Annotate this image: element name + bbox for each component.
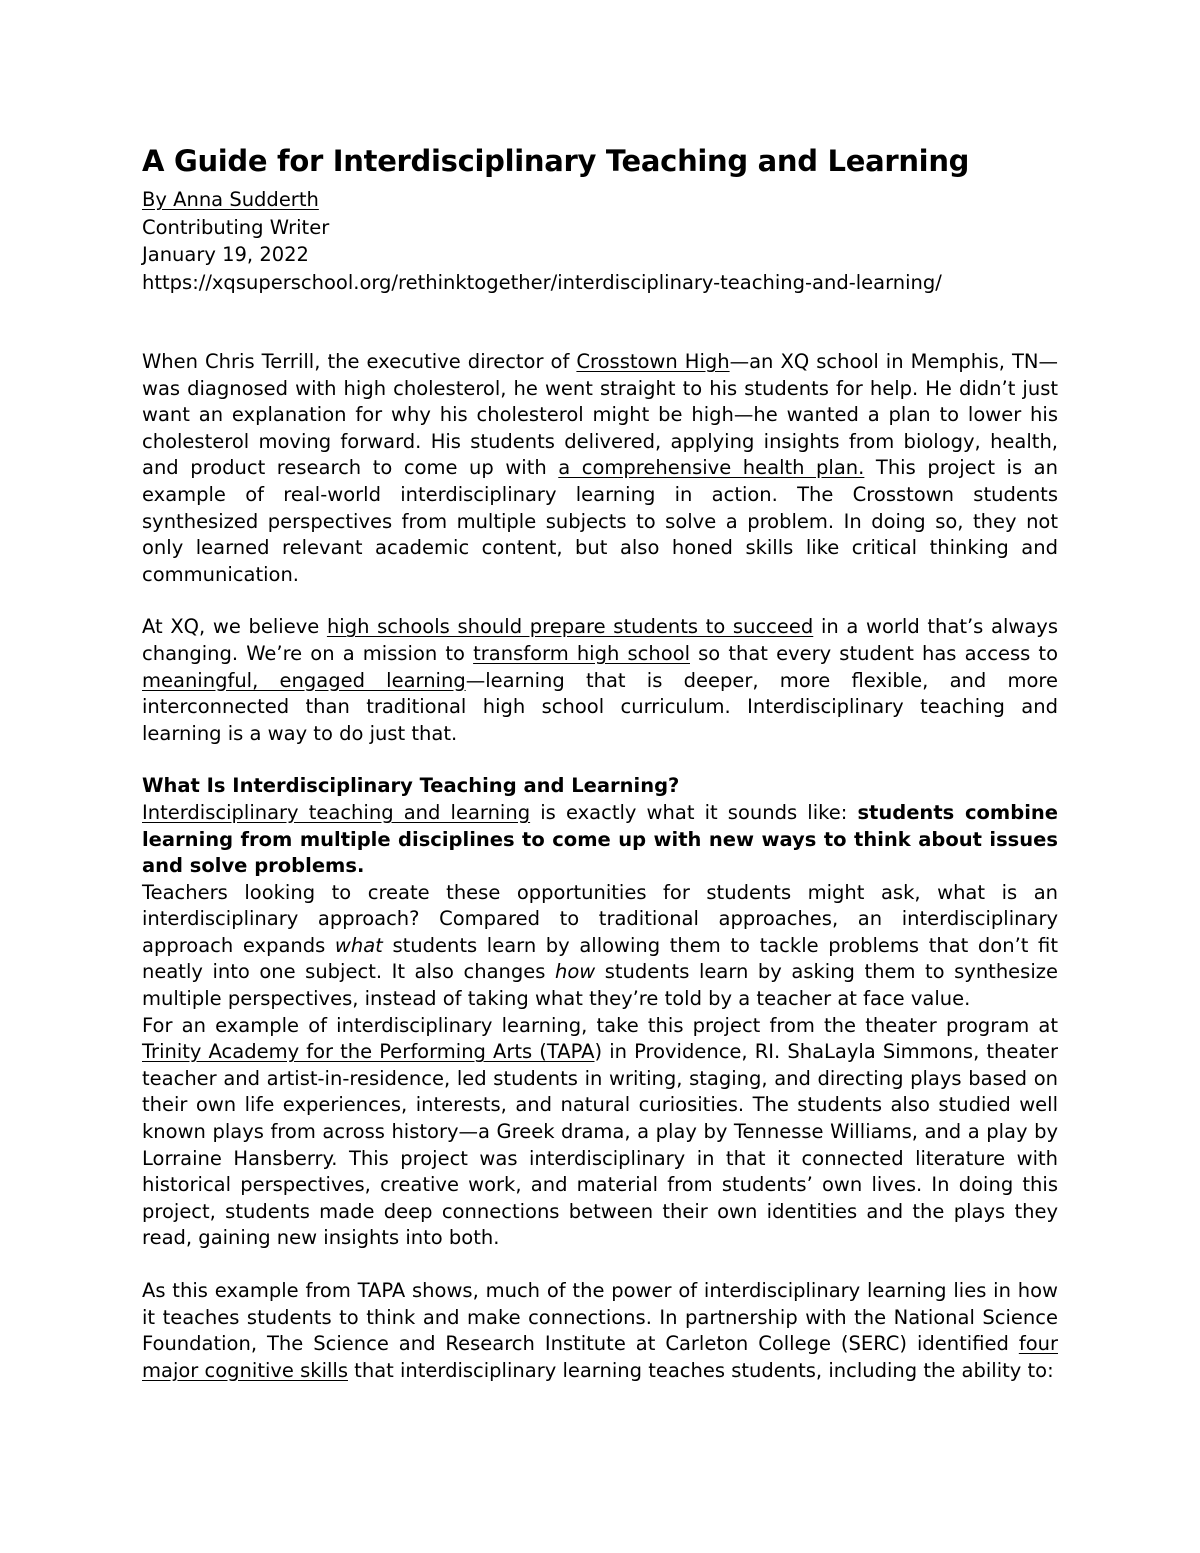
text-run: is exactly what it sounds like: xyxy=(530,800,858,824)
author-byline-link[interactable]: By Anna Sudderth xyxy=(142,188,319,211)
engaged-learning-link[interactable]: meaningful, engaged learning xyxy=(142,668,466,692)
text-run: At XQ, we believe xyxy=(142,615,327,639)
interdisciplinary-link[interactable]: Interdisciplinary teaching and learning xyxy=(142,800,531,824)
text-run: in a world that’s always changing. We’re on a mission to xyxy=(142,615,1058,665)
text-run: This project is an example of real-world interdisciplinary learning in action. The Crosstown students synthesized perspectives from multiple subjects to solve a problem. In doing so, they not only learned relevant academic content, but also honed skills like critical thinking and communication. xyxy=(142,456,1058,586)
text-run: so that every student has access to xyxy=(690,641,1059,665)
document-page xyxy=(142,142,1058,1384)
text-run: As this example from TAPA shows, much of the power of interdisciplinary learning lies in how it teaches students to think and make connections. In partnership with the National Science Foundation, The Science and Research Institute at Carleton College (SERC) identified xyxy=(142,1279,1058,1356)
text-run: For an example of interdisciplinary learning, take this project from the theater program at xyxy=(142,1013,1058,1037)
paragraph-xq-mission xyxy=(142,614,1058,747)
paragraph-crosstown xyxy=(142,349,1058,588)
spacer xyxy=(142,747,1058,773)
publish-date: January 19, 2022 xyxy=(142,243,309,266)
spacer xyxy=(142,1252,1058,1278)
article-meta xyxy=(142,186,1058,296)
paragraph-definition xyxy=(142,800,1058,880)
emphasis-how: how xyxy=(554,960,596,984)
text-run: —an XQ school in Memphis, TN—was diagnosed with high cholesterol, he went straight to his students for help. He didn’t just want an explanation for why his cholesterol might be high—he wanted a plan to lower his cholesterol moving forward. His students delivered, applying insights from biology, health, and product research to come up with xyxy=(142,350,1058,480)
article-title: A Guide for Interdisciplinary Teaching and Learning xyxy=(142,144,970,178)
transform-high-school-link[interactable]: transform high school xyxy=(473,641,690,665)
text-run: that interdisciplinary learning teaches students, including the ability to: xyxy=(347,1358,1054,1382)
paragraph-tapa-example xyxy=(142,1013,1058,1252)
text-run: students learn by allowing them to tackle problems that don’t fit neatly into one subject. It also changes xyxy=(142,933,1058,984)
prepare-students-link[interactable]: high schools should prepare students to succeed xyxy=(326,615,814,639)
text-run: When Chris Terrill, the executive director of xyxy=(142,350,577,373)
bold-definition: students combine learning from multiple disciplines to come up with new ways to think about issues and solve problems. xyxy=(142,800,1058,878)
text-run: —learning that is deeper, more flexible, and more interconnected than traditional high school curriculum. Interdisciplinary teaching and learning is a way to do just that. xyxy=(142,668,1058,745)
spacer xyxy=(142,296,1058,349)
paragraph-cognitive-skills xyxy=(142,1278,1058,1384)
cognitive-skills-link[interactable]: four major cognitive skills xyxy=(142,1332,1058,1382)
spacer xyxy=(142,588,1058,614)
text-run: students learn by asking them to synthesize multiple perspectives, instead of taking what they’re told by a teacher at face value. xyxy=(142,960,1058,1011)
section-heading: What Is Interdisciplinary Teaching and Learning? xyxy=(142,774,680,798)
paragraph-approach xyxy=(142,880,1058,1013)
text-run: ) in Providence, RI. ShaLayla Simmons, theater teacher and artist-in-residence, led students in writing, staging, and directing plays based on their own life experiences, interests, and natural curiosities. The students also studied well known plays from across history—a Greek drama, a play by Tennesse Williams, and a play by Lorraine Hansberry. This project was interdisciplinary in that it connected literature with historical perspectives, creative work, and material from students’ own lives. In doing this project, students made deep connections between their own identities and the plays they read, gaining new insights into both. xyxy=(142,1040,1058,1250)
text-run: Teachers looking to create these opportunities for students might ask, what is an interdisciplinary approach? Compared to traditional approaches, an interdisciplinary approach expands xyxy=(142,880,1058,957)
author-role: Contributing Writer xyxy=(142,215,330,239)
crosstown-high-link[interactable]: Crosstown High xyxy=(576,350,730,373)
source-url: https://xqsuperschool.org/rethinktogether/interdisciplinary-teaching-and-learning/ xyxy=(142,270,942,294)
tapa-link[interactable]: Trinity Academy for the Performing Arts (TAPA xyxy=(142,1040,595,1064)
emphasis-what: what xyxy=(334,933,383,957)
health-plan-link[interactable]: a comprehensive health plan. xyxy=(558,456,865,480)
